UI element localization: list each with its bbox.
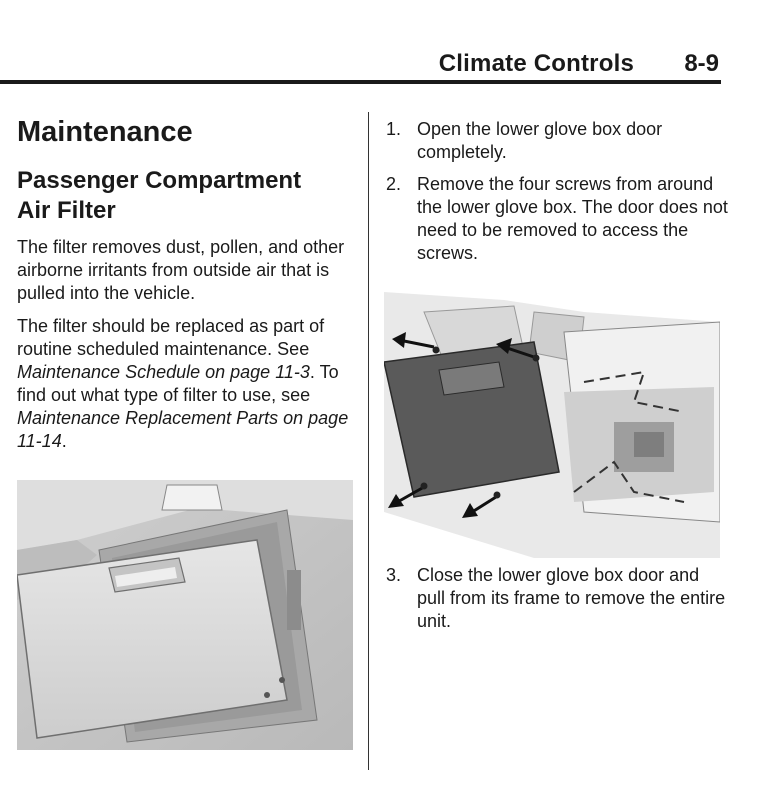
step-text: Open the lower glove box door completely.	[417, 119, 663, 162]
screw-removal-illustration	[384, 292, 720, 558]
replacement-parts-ref: Maintenance Replacement Parts on page 11-14	[17, 408, 349, 451]
step-item	[384, 173, 729, 265]
left-column	[17, 112, 362, 453]
para2-text-b: . To find out what type of filter to use, see	[17, 362, 339, 405]
step-number: 1.	[386, 119, 402, 139]
step-text: Close the lower glove box door and pull from its frame to remove the entire unit.	[417, 565, 726, 631]
step-number: 3.	[386, 565, 402, 585]
step-number: 2.	[386, 174, 402, 194]
header-rule	[0, 80, 721, 84]
chapter-title: Climate Controls	[438, 50, 634, 77]
step-three-block	[384, 564, 729, 642]
subsection-title	[17, 166, 362, 226]
subsection-title-line2: Air Filter	[17, 197, 116, 224]
column-divider	[368, 112, 369, 770]
step-item	[384, 564, 729, 633]
running-header	[0, 48, 721, 82]
section-title: Maintenance	[17, 116, 193, 148]
para2-text-a: The filter should be replaced as part of routine scheduled maintenance. See	[17, 316, 325, 359]
step-text: Remove the four screws from around the lower glove box. The door does not need to be removed to access the screws.	[417, 174, 728, 263]
page-number: 8-9	[684, 50, 719, 77]
right-column	[384, 118, 729, 274]
glove-box-illustration	[17, 480, 353, 750]
step-item	[384, 118, 729, 164]
steps-list-top	[384, 118, 729, 265]
subsection-title-line1: Passenger Compartment	[17, 167, 302, 194]
paragraph-filter-purpose: The filter removes dust, pollen, and other airborne irritants from outside air that is pulled into the vehicle.	[17, 237, 345, 303]
maintenance-schedule-ref: Maintenance Schedule on page 11-3	[17, 362, 310, 382]
paragraph-replacement	[17, 315, 362, 453]
steps-list-bottom	[384, 564, 729, 633]
para2-text-c: .	[61, 431, 67, 451]
